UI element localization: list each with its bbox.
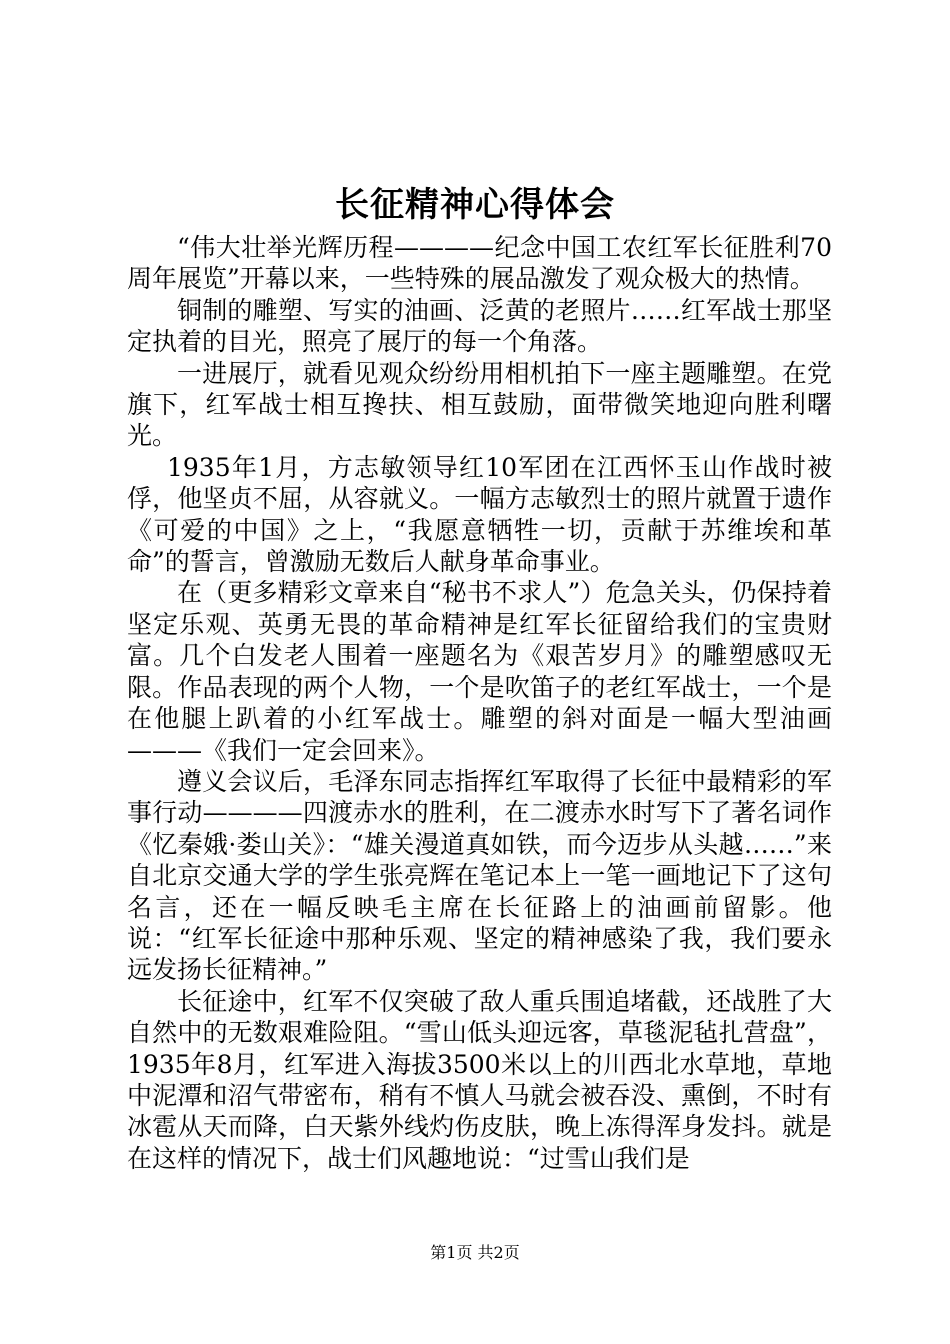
paragraph-4: 1935年1月，方志敏领导红10军团在江西怀玉山作战时被俘，他坚贞不屈，从容就义。一幅方志敏烈士的照片就置于遗作《可爱的中国》之上，“我愿意牺牲一切，贡献于苏维埃和革命”的誓言，曾激励无数后人献身革命事业。 (127, 452, 832, 577)
paragraph-7: 长征途中，红军不仅突破了敌人重兵围追堵截，还战胜了大自然中的无数艰难险阻。“雪山低头迎远客，草毯泥毡扎营盘”，1935年8月，红军进入海拔3500米以上的川西北水草地，草地中泥潭和沼气带密布，稍有不慎人马就会被吞没、熏倒，不时有冰雹从天而降，白天紫外线灼伤皮肤，晚上冻得浑身发抖。就是在这样的情况下，战士们风趣地说：“过雪山我们是 (127, 986, 832, 1173)
paragraph-6: 遵义会议后，毛泽东同志指挥红军取得了长征中最精彩的军事行动————四渡赤水的胜利，在二渡赤水时写下了著名词作《忆秦娥·娄山关》：“雄关漫道真如铁，而今迈步从头越……”来自北京交通大学的学生张亮辉在笔记本上一笔一画地记下了这句名言，还在一幅反映毛主席在长征路上的油画前留影。他说：“红军长征途中那种乐观、坚定的精神感染了我，我们要永远发扬长征精神。” (127, 766, 832, 985)
document-title: 长征精神心得体会 (335, 185, 615, 225)
paragraph-1: “伟大壮举光辉历程————纪念中国工农红军长征胜利70周年展览”开幕以来，一些特殊的展品激发了观众极大的热情。 (127, 233, 832, 294)
paragraph-2: 铜制的雕塑、写实的油画、泛黄的老照片……红军战士那坚定执着的目光，照亮了展厅的每一个角落。 (127, 295, 832, 357)
page-number-footer: 第1页 共2页 (430, 1243, 520, 1262)
paragraph-3: 一进展厅，就看见观众纷纷用相机拍下一座主题雕塑。在党旗下，红军战士相互搀扶、相互鼓励，面带微笑地迎向胜利曙光。 (127, 358, 832, 451)
paragraph-5: 在（更多精彩文章来自“秘书不求人”）危急关头，仍保持着坚定乐观、英勇无畏的革命精神是红军长征留给我们的宝贵财富。几个白发老人围着一座题名为《艰苦岁月》的雕塑感叹无限。作品表现的两个人物，一个是吹笛子的老红军战士，一个是在他腿上趴着的小红军战士。雕塑的斜对面是一幅大型油画———《我们一定会回来》。 (127, 578, 832, 765)
document-body (127, 232, 832, 1174)
